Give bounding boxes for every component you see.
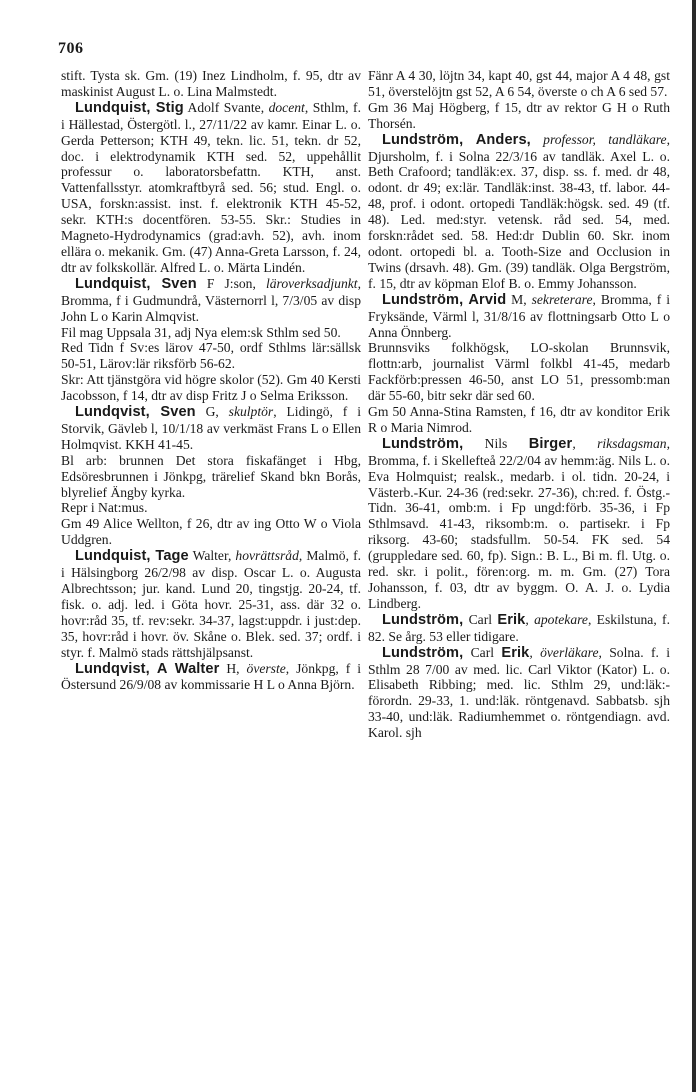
entry-title: sekreterare <box>531 291 593 307</box>
right-column <box>368 68 670 741</box>
entry-name: Lundquist, Sven <box>75 275 197 292</box>
entry-body: , Lidingö, f i Storvik, Gävleb l, 10/1/18 av verkmäst Frans L o Ellen Holmqvist. KKH 41-45. <box>61 404 361 452</box>
biography-entry <box>61 548 361 660</box>
entry-given-names: Carl <box>463 611 498 627</box>
left-column <box>61 68 361 693</box>
biography-entry <box>368 292 670 341</box>
text-paragraph: Skr: Att tjänstgöra vid högre skolor (52). Gm 40 Kersti Jacobsson, f 14, dtr av disp Fritz J o Selma Eriksson. <box>61 372 361 404</box>
entry-name: Lundström, Anders, <box>382 131 531 148</box>
text-paragraph: Red Tidn f Sv:es lärov 47-50, ordf Sthlms lär:sällsk 50-51, Lärov:lär riksförb 56-62. <box>61 340 361 372</box>
entry-name-secondary: Erik <box>497 611 526 628</box>
entry-name: Lundquist, Tage <box>75 548 189 565</box>
entry-name: Lundquist, Stig <box>75 99 184 116</box>
entry-given-names: Walter, <box>188 548 236 564</box>
biography-entry <box>61 100 361 276</box>
entry-body: , Djursholm, f. i Solna 22/3/16 av tandläk. Axel L. o. Beth Crafoord; tandläk:ex. 37, disp. ss. f. med. dr 48, odont. dr 49; ex:lär. Tandläk:inst. 38-43, tf. labor. 44-48, prof. i odont. ortopedi Tandläk:högsk. sed. 49 (tf. 48). Led. med:styr. vetensk. råd sed. 54, med. forskn:rådet sed. 58. Hed:dr Dublin 60. Skr. inom odont. ortopedi bl. a. Tooth-Size and Occlusion in Twins (drsavh. 48). Gm. (39) tandläk. Olga Bergström, f. 15, dtr av köpman Elof B. o. Emmy Johansson. <box>368 131 670 291</box>
biography-entry <box>368 436 670 612</box>
entry-title: , riksdagsman <box>572 435 667 451</box>
text-paragraph: Fil mag Uppsala 31, adj Nya elem:sk Sthlm sed 50. <box>61 324 341 340</box>
entry-name-secondary: Birger <box>528 435 573 452</box>
page-edge <box>692 0 696 1092</box>
entry-given-names: M, <box>506 291 532 307</box>
entry-given-names: Adolf Svante, <box>183 99 269 115</box>
entry-body: , Bromma, f i Gudmundrå, Västernorrl l, 7/3/05 av disp John L o Karin Almqvist. <box>61 275 361 324</box>
text-paragraph: Gm 49 Alice Wellton, f 26, dtr av ing Otto W o Viola Uddgren. <box>61 516 361 548</box>
entry-title: hovrättsråd <box>235 548 299 564</box>
text-paragraph: stift. Tysta sk. Gm. (19) Inez Lindholm, f. 95, dtr av maskinist August L. o. Lina Malmstedt. <box>61 68 361 99</box>
entry-body: , Bromma, f. i Skellefteå 22/2/04 av hemm:äg. Nils L. o. Eva Holmquist; realsk., medarb. i ol. tidn. 20-24, i Västerb.-Kur. 24-36 (red:sekr. 27-36), ch:red. f. Östg.-Tidn. 36-41, omb:m. i Fp ungd:förb. 35-36, i Fp Sthlmsavd. 41-43, riksomb:m. o. partisekr. i Fp riksorg. 43-60; stadsfullm. 50-54. FK sed. 54 (gruppledare sed. 60, fp). Sign.: B. L., Bi m. fl. Utg. o. red. skr. i polit., fören:org. m. m. Gm. (27) Tora Johansson, f. 03, dtr av byggm. O. A. J. o. Lydia Lindberg. <box>368 435 670 611</box>
entry-name: Lundqvist, A Walter <box>75 660 220 677</box>
biography-entry <box>61 661 361 694</box>
entry-given-names: G, <box>195 404 229 420</box>
biography-entry <box>61 276 361 325</box>
biography-entry <box>368 645 670 741</box>
entry-body: , Solna. f. i Sthlm 28 7/00 av med. lic. Carl Viktor (Kator) L. o. Elisabeth Ribbing; med. lic. Sthlm 29, und:läk:-förordn. 29-33, 1. und:läk. röntgenavd. Sabbatsb. sjh 33-40, und:läk. Radiumhemmet o. röntgendiagn. avd. Karol. sjh <box>368 644 670 741</box>
entry-name: Lundström, Arvid <box>382 291 507 308</box>
biography-entry <box>61 404 361 453</box>
entry-body: , Jönkpg, f i Östersund 26/9/08 av kommissarie H L o Anna Björn. <box>61 660 361 693</box>
entry-given-names: Nils <box>463 435 529 451</box>
text-paragraph: Bl arb: brunnen Det stora fiskafänget i Hbg, Edsöresbrunnen i Jönkpg, trärelief Skand bkn Borås, blyrelief Ängby kyrka. <box>61 452 361 500</box>
entry-body: , Bromma, f i Fryksände, Värml l, 31/8/16 av flottningsarb Otto L o Anna Önnberg. <box>368 291 670 340</box>
entry-title: , apotekare <box>525 611 588 627</box>
text-paragraph: Brunnsviks folkhögsk, LO-skolan Brunnsvik, flottn:arb, journalist Värml folkbl 41-45, medarb Fackförb:pressen 46-50, anst LO 51, pressomb:man där 55-60, bitr sekr där sed 60. <box>368 340 670 404</box>
entry-body: , Eskilstuna, f. 82. Se årg. 53 eller tidigare. <box>368 611 670 644</box>
text-paragraph: Gm 50 Anna-Stina Ramsten, f 16, dtr av konditor Erik R o Maria Nimrod. <box>368 404 670 435</box>
biography-entry <box>368 612 670 645</box>
biography-entry <box>368 132 670 292</box>
entry-body: , Malmö, f. i Hälsingborg 26/2/98 av disp. Oscar L. o. Augusta Albrechtsson; jur. kand. Lund 20, tingstjg. 20-24, tf. fisk. o. adj. led. i Göta hovr. 25-31, ass. där 32 o. hovr:råd 35, tf. rev:sekr. 34-37, lagst:uppdr. i just:dep. 35, hovr:råd i hovr. öv. Skåne o. Blek. sed. 37; ordf. i styr. f. Malmö stads rättshjälpsanst. <box>61 548 361 660</box>
entry-given-names: Carl <box>463 644 502 660</box>
entry-given-names: F J:son, <box>196 275 266 291</box>
entry-given-names <box>531 132 543 147</box>
entry-title: skulptör <box>228 404 274 420</box>
entry-title: professor, tandläkare <box>543 131 667 147</box>
text-paragraph: Fänr A 4 30, löjtn 34, kapt 40, gst 44, major A 4 48, gst 51, överstelöjtn gst 52, A 6 54, överste o ch A 6 sed 57. <box>368 68 670 99</box>
entry-title: läroverksadjunkt <box>265 275 358 291</box>
page-number: 706 <box>58 40 84 57</box>
entry-title: , överläkare <box>529 644 599 660</box>
entry-given-names: H, <box>219 660 247 676</box>
entry-name-secondary: Erik <box>501 644 530 661</box>
entry-name: Lundström, <box>382 611 464 628</box>
entry-body: , Sthlm, f. i Hällestad, Östergötl. l., 27/11/22 av kamr. Einar L. o. Gerda Petterson; KTH 49, tekn. lic. 51, tekn. dr 52, doc. i elektrodynamik KTH sed. 52, uppehållit professur o. laboratorsbefattn. KTH, anst. Vattenfallsstyr. atomkraftbyrå sed. 56; stud. Engl. o. USA, forskn:assist. inst. f. elektronik KTH 45-52, sekr. KTH:s docentfören. 53-55. Skr.: Studies in Magneto-Hydrodynamics (grad:avh. 52), avh. inom ellära o. mekanik. Gm. (47) Anna-Greta Larsson, f. 24, dtr av folkskollär. Alfred L. o. Märta Lindén. <box>61 99 361 275</box>
entry-name: Lundqvist, Sven <box>75 404 196 421</box>
entry-title: överste <box>246 660 286 676</box>
entry-name: Lundström, <box>382 435 464 452</box>
entry-title: docent <box>268 99 305 115</box>
text-paragraph: Gm 36 Maj Högberg, f 15, dtr av rektor G H o Ruth Thorsén. <box>368 99 670 131</box>
entry-name: Lundström, <box>382 644 464 661</box>
text-paragraph: Repr i Nat:mus. <box>61 500 148 516</box>
